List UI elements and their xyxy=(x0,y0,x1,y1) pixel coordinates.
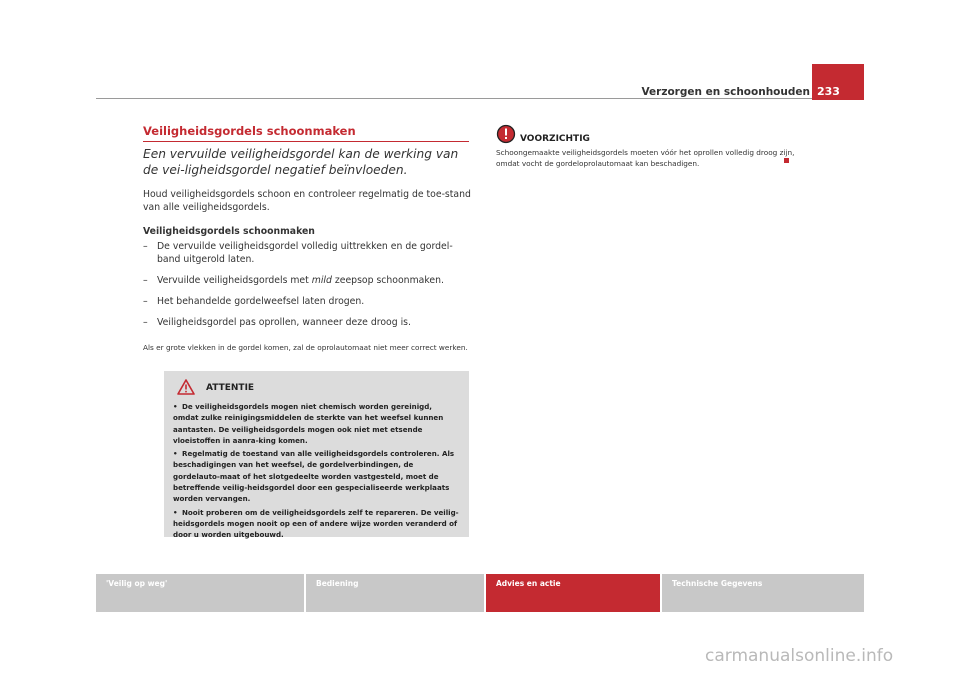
tab-advies-en-actie[interactable]: Advies en actie xyxy=(486,574,660,612)
procedure-steps xyxy=(143,240,473,337)
warning-box xyxy=(164,371,469,540)
list-item xyxy=(143,295,473,308)
bullet: • xyxy=(173,402,178,411)
end-of-section-icon xyxy=(784,158,789,163)
warning-item xyxy=(173,507,459,541)
list-dash: – xyxy=(143,241,148,252)
caution-exclamation-icon xyxy=(496,124,516,144)
warning-item-text: Regelmatig de toestand van alle veiligheidsgordels controleren. Als beschadigingen van het weefsel, de gordelverbindingen, de gordelauto-maat of het slotgedeelte worden vastgesteld, moet de betreffende veilig-heidsgordel door een gespecialiseerde werkplaats worden vervangen. xyxy=(173,449,455,504)
section-intro: Een vervuilde veiligheidsgordel kan de werking van de vei-ligheidsgordel negatief beïnvloeden. xyxy=(143,147,459,177)
note-text: Als er grote vlekken in de gordel komen, zal de oprolautomaat niet meer correct werken. xyxy=(143,343,468,352)
list-dash: – xyxy=(143,296,148,307)
step-text: De vervuilde veiligheidsgordel volledig uittrekken en de gordel-band uitgerold laten. xyxy=(157,241,453,265)
step-text-after: zeepsop schoonmaken. xyxy=(331,275,444,286)
step-text: Veiligheidsgordel pas oprollen, wanneer deze droog is. xyxy=(157,317,411,328)
bullet: • xyxy=(173,449,178,459)
warning-item-text: Nooit proberen om de veiligheidsgordels zelf te repareren. De veilig-heidsgordels mogen nooit op een of andere wijze worden veranderd of door u worden uitgebouwd. xyxy=(173,507,459,540)
warning-title: ATTENTIE xyxy=(206,383,255,393)
warning-triangle-icon xyxy=(177,379,195,395)
warning-item xyxy=(173,401,459,446)
caution-text: Schoongemaakte veiligheidsgordels moeten vóór het oprollen volledig droog zijn, omdat vocht de gordeloprolautomaat kan beschadigen. xyxy=(496,148,795,168)
list-dash: – xyxy=(143,317,148,328)
caution-title: VOORZICHTIG xyxy=(520,134,590,144)
warning-header xyxy=(173,379,459,401)
step-text: Het behandelde gordelweefsel laten drogen. xyxy=(157,296,365,307)
page-number: 233 xyxy=(812,64,864,100)
list-dash: – xyxy=(143,275,148,286)
warning-item xyxy=(173,448,459,504)
list-item xyxy=(143,316,473,329)
step-text-before: Vervuilde veiligheidsgordels met xyxy=(157,275,312,286)
tab-bediening[interactable]: Bediening xyxy=(306,574,484,612)
section-title: Veiligheidsgordels schoonmaken xyxy=(143,124,469,142)
warning-item-text: De veiligheidsgordels mogen niet chemisch worden gereinigd, omdat zulke reinigingsmiddelen de sterkte van het weefsel kunnen aantasten. De veiligheidsgordels mogen ook niet met etsende vloeistoffen in aanra-king komen. xyxy=(173,402,444,445)
list-item xyxy=(143,274,473,287)
body-paragraph: Houd veiligheidsgordels schoon en controleer regelmatig de toe-stand van alle veiligheidsgordels. xyxy=(143,189,471,213)
header-divider xyxy=(96,98,812,99)
procedure-heading: Veiligheidsgordels schoonmaken xyxy=(143,226,315,237)
step-emphasis: mild xyxy=(311,275,332,286)
tab-technische-gegevens[interactable]: Technische Gegevens xyxy=(662,574,864,612)
watermark: carmanualsonline.info xyxy=(705,646,894,666)
chapter-title: Verzorgen en schoonhouden xyxy=(641,86,810,98)
list-item xyxy=(143,240,473,266)
bullet: • xyxy=(173,507,178,517)
tab-veilig-op-weg[interactable]: 'Veilig op weg' xyxy=(96,574,304,612)
